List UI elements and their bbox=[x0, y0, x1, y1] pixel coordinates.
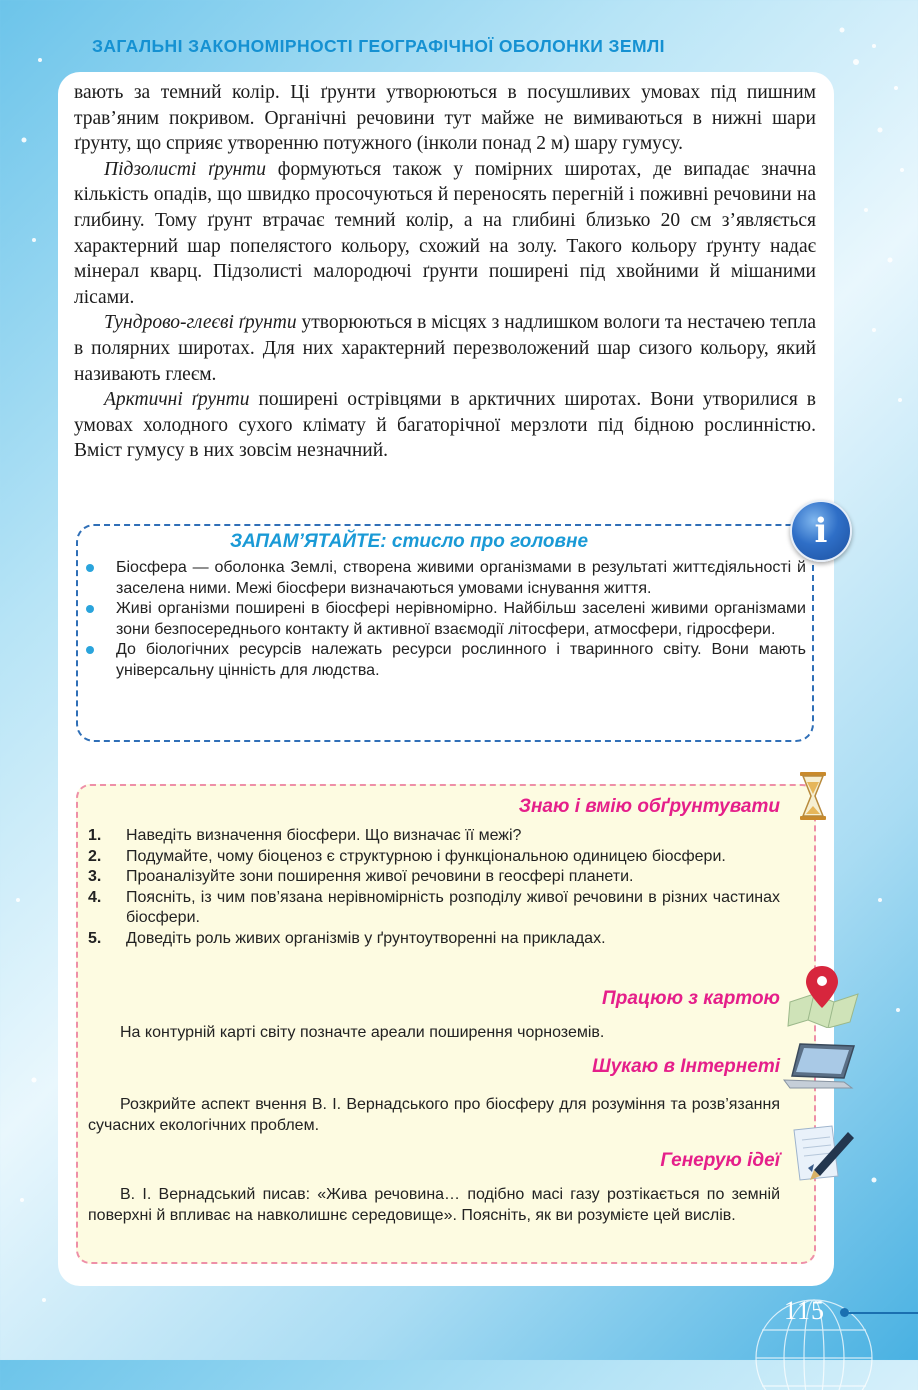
internet-task-text: Розкрийте аспект вчення В. І. Вернадського про біосферу для розуміння та розв’язання сучасних екологічних проблем. bbox=[88, 1096, 780, 1134]
list-item: До біологічних ресурсів належать ресурси рослинного і тваринного світу. Вони мають універсальну цінність для людства. bbox=[84, 640, 806, 681]
pen-paper-icon bbox=[788, 1120, 858, 1186]
term-arctic: Арктичні ґрунти bbox=[104, 389, 250, 411]
list-item bbox=[88, 929, 780, 950]
task-text: Подумайте, чому біоценоз є структурною і функціональною одиницею біосфери. bbox=[126, 847, 726, 865]
list-item bbox=[88, 847, 780, 868]
map-task-text: На контурній карті світу позначте ареали поширення чорноземів. bbox=[120, 1024, 605, 1041]
info-icon: i bbox=[790, 500, 852, 562]
paragraph-chernozem: вають за темний колір. Ці ґрунти утворюються в посушливих умовах під пишним трав’яним покривом. Органічні речовини тут майже не вимиваються в нижні шари ґрунту, що сприяє утворенню потужного (інколи понад 2 м) шару гумусу. bbox=[74, 82, 816, 155]
task-number: 2. bbox=[88, 847, 102, 865]
text-podzolic: формуються також у помірних широтах, де випадає значна кількість опадів, що швидко просочуються й переносять перегній і поживні речовини на глибину. Тому ґрунт втрачає темний колір, а на глибині близько 20 см з’являється характерний шар попелястого кольору, схожий на золу. Такого кольору ґрунту надає мінерал кварц. Підзолисті малородючі ґрунти поширені під хвойними й мішаними лісами. bbox=[74, 158, 816, 308]
remember-title: ЗАПАМ’ЯТАЙТЕ: стисло про головне bbox=[229, 531, 589, 552]
paragraph-tundra bbox=[74, 310, 816, 387]
list-item bbox=[88, 826, 780, 847]
ideas-task-text: В. І. Вернадський писав: «Жива речовина… подібно масі газу розтікається по земній поверхні й впливає на навколишнє середовище». Поясніть, як ви розумієте цей вислів. bbox=[88, 1186, 780, 1224]
list-item: Біосфера — оболонка Землі, створена живими організмами в результаті життєдіяльності й заселена ними. Межі біосфери визначаються умовами існування життя. bbox=[84, 558, 806, 599]
task-number: 1. bbox=[88, 827, 102, 844]
term-tundra: Тундрово-глеєві ґрунти bbox=[104, 312, 297, 334]
section-title-know: Знаю і вмію обґрунтувати bbox=[518, 796, 780, 817]
section-title-map: Працюю з картою bbox=[602, 988, 780, 1009]
page-number-line bbox=[846, 1312, 918, 1314]
task-text: Доведіть роль живих організмів у ґрунтоутворенні на прикладах. bbox=[126, 929, 606, 947]
list-item: Живі організми поширені в біосфері нерівномірно. Найбільш заселені живими організмами зони безпосереднього контакту й активної взаємодії літосфери, атмосфери, гідросфери. bbox=[84, 599, 806, 640]
task-number: 4. bbox=[88, 888, 102, 906]
task-text: Проаналізуйте зони поширення живої речовини в геосфері планети. bbox=[126, 868, 634, 885]
term-podzolic: Підзолисті ґрунти bbox=[104, 158, 266, 180]
laptop-icon bbox=[782, 1040, 858, 1092]
running-head: ЗАГАЛЬНІ ЗАКОНОМІРНОСТІ ГЕОГРАФІЧНОЇ ОБОЛОНКИ ЗЕМЛІ bbox=[92, 36, 665, 56]
task-text: Наведіть визначення біосфери. Що визначає її межі? bbox=[126, 827, 522, 844]
page-number: 115 bbox=[784, 1296, 826, 1325]
body-text bbox=[74, 80, 816, 464]
hourglass-icon bbox=[796, 770, 830, 822]
section-title-ideas: Генерую ідеї bbox=[660, 1150, 780, 1171]
map-pin-icon bbox=[786, 962, 860, 1028]
task-number: 5. bbox=[88, 929, 102, 947]
paragraph-podzolic bbox=[74, 157, 816, 311]
tasks-list bbox=[88, 826, 780, 949]
task-text: Поясніть, із чим пов’язана нерівномірність розподілу живої речовини в різних частинах біосфери. bbox=[126, 888, 780, 926]
paragraph-arctic bbox=[74, 387, 816, 464]
remember-list bbox=[84, 558, 806, 682]
list-item bbox=[88, 888, 780, 929]
list-item bbox=[88, 867, 780, 888]
text-arctic: поширені острівцями в арктичних широтах. Вони утворилися в умовах холодного сухого клімату й багаторічної мерзлоти під бідною рослинністю. Вміст гумусу в них зовсім незначний. bbox=[74, 389, 816, 462]
text-tundra: утворюються в місцях з надлишком вологи та нестачею тепла в полярних широтах. Для них характерний перезволожений шар сизого кольору, який називають глеєм. bbox=[74, 312, 816, 385]
section-title-internet: Шукаю в Інтернеті bbox=[592, 1056, 780, 1077]
task-number: 3. bbox=[88, 868, 102, 885]
